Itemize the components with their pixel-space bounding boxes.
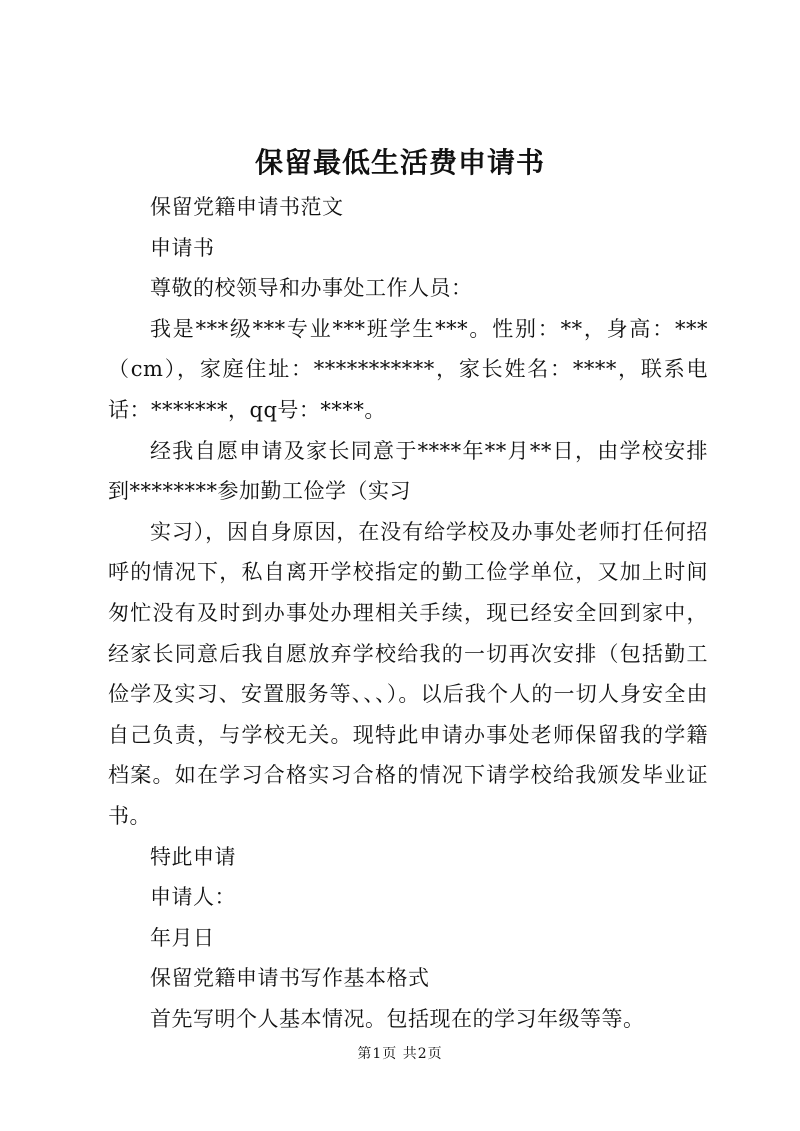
paragraph-reason-and-request: 实习），因自身原因，在没有给学校及办事处老师打任何招呼的情况下，私自离开学校指定的勤工俭学单位，又加上时间匆忙没有及时到办事处办理相关手续，现已经安全回到家中，经家长同意后我自愿放弃学校给我的一切再次安排（包括勤工俭学及实习、安置服务等、、、）。以后我个人的一切人身安全由自己负责，与学校无关。现特此申请办事处老师保留我的学籍档案。如在学习合格实习合格的情况下请学校给我颁发毕业证书。 [108,519,708,828]
paragraph-format-intro: 首先写明个人基本情况。包括现在的学习年级等等。 [150,1006,645,1031]
document-title: 保留最低生活费申请书 [254,146,545,179]
paragraph-application-heading: 申请书 [150,235,215,260]
paragraph-personal-info: 我是***级***专业***班学生***。性别：**，身高：***（cm），家庭住址：***********，家长姓名：****，联系电话：*******，qq号：****。 [108,316,708,422]
paragraph-closing: 特此申请 [150,844,236,869]
document-body [108,187,708,1039]
page-number-footer: 第1页 共2页 [357,1046,443,1062]
paragraph-applicant: 申请人： [150,885,236,910]
paragraph-date: 年月日 [150,925,215,950]
paragraph-salutation: 尊敬的校领导和办事处工作人员： [150,276,473,301]
paragraph-work-study-arrangement: 经我自愿申请及家长同意于****年**月**日，由学校安排到********参加勤工俭学（实习 [108,438,708,504]
paragraph-format-heading: 保留党籍申请书写作基本格式 [150,966,430,991]
paragraph-sample-heading: 保留党籍申请书范文 [150,195,344,219]
